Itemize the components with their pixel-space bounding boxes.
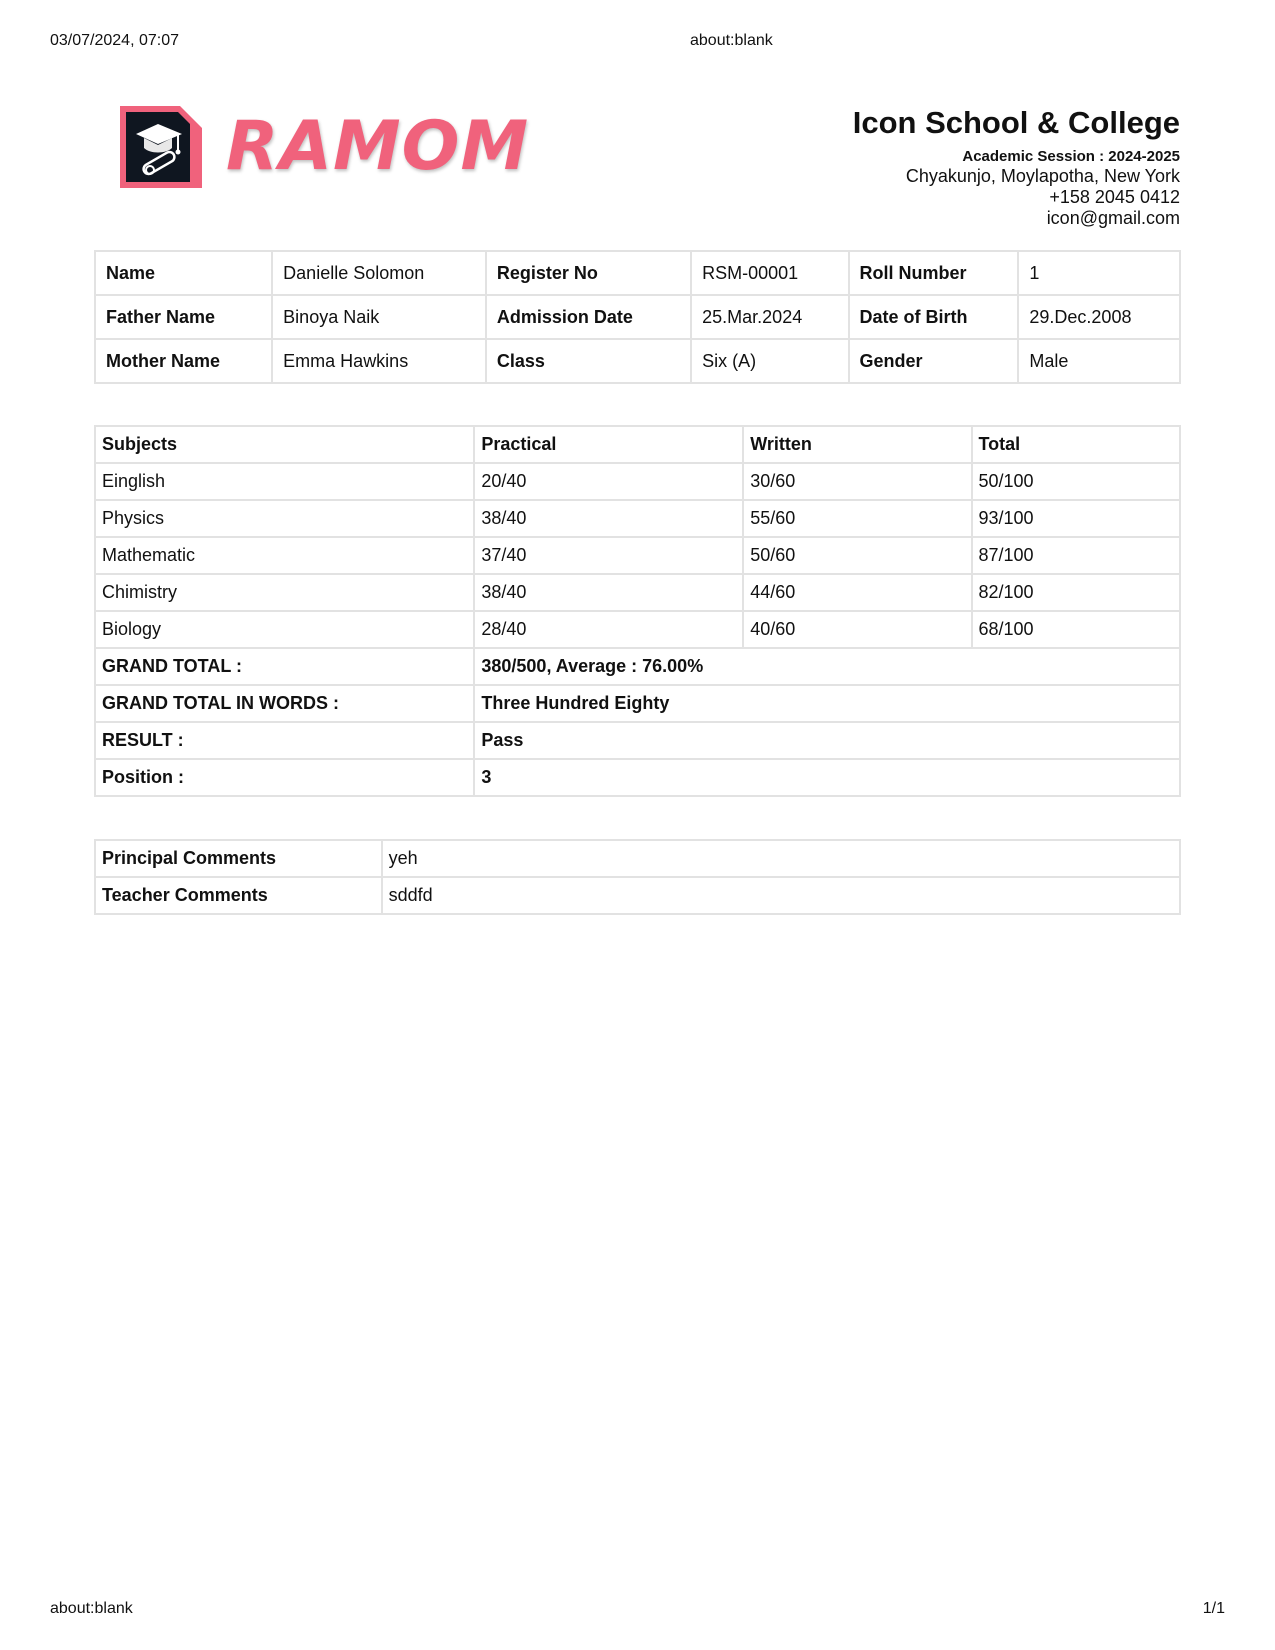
principal-comments-value: yeh (382, 840, 1180, 877)
academic-session: Academic Session : 2024-2025 (962, 148, 1180, 165)
summary-label: GRAND TOTAL IN WORDS : (95, 685, 474, 722)
roll-number: 1 (1018, 251, 1180, 295)
practical-cell: 28/40 (474, 611, 743, 648)
table-row (95, 574, 1180, 611)
practical-cell: 20/40 (474, 463, 743, 500)
mother-name: Emma Hawkins (272, 339, 486, 383)
register-no: RSM-00001 (691, 251, 848, 295)
page-number: 1/1 (1202, 1600, 1225, 1617)
grand-total-value: 380/500, Average : 76.00% (474, 648, 1180, 685)
subject-cell: Mathematic (95, 537, 474, 574)
written-cell: 44/60 (743, 574, 971, 611)
marks-table (94, 425, 1181, 797)
name-label: Name (95, 251, 272, 295)
school-logo (120, 106, 530, 188)
practical-cell: 38/40 (474, 500, 743, 537)
teacher-comments-label: Teacher Comments (95, 877, 382, 914)
print-footer-url: about:blank (50, 1600, 133, 1617)
written-cell: 50/60 (743, 537, 971, 574)
school-info (853, 104, 1180, 229)
date-of-birth: 29.Dec.2008 (1018, 295, 1180, 339)
roll-label: Roll Number (849, 251, 1019, 295)
subject-cell: Chimistry (95, 574, 474, 611)
logo-wordmark: RAMOM (226, 107, 530, 186)
result-row (95, 722, 1180, 759)
gender-label: Gender (849, 339, 1019, 383)
summary-label: Position : (95, 759, 474, 796)
class-value: Six (A) (691, 339, 848, 383)
comments-table (94, 839, 1181, 915)
gender-value: Male (1018, 339, 1180, 383)
student-name: Danielle Solomon (272, 251, 486, 295)
marks-header-row (95, 426, 1180, 463)
table-row (95, 339, 1180, 383)
print-header (50, 32, 1225, 52)
written-cell: 30/60 (743, 463, 971, 500)
print-datetime: 03/07/2024, 07:07 (50, 32, 180, 49)
print-footer (50, 1600, 1225, 1620)
class-label: Class (486, 339, 691, 383)
admission-label: Admission Date (486, 295, 691, 339)
table-row (95, 611, 1180, 648)
column-header: Total (972, 426, 1180, 463)
grand-total-words-row (95, 685, 1180, 722)
table-row (95, 251, 1180, 295)
position-value: 3 (474, 759, 1180, 796)
subject-cell: Physics (95, 500, 474, 537)
register-label: Register No (486, 251, 691, 295)
written-cell: 40/60 (743, 611, 971, 648)
subject-cell: Einglish (95, 463, 474, 500)
table-row (95, 840, 1180, 877)
table-row (95, 463, 1180, 500)
school-address: Chyakunjo, Moylapotha, New York (905, 166, 1180, 186)
column-header: Subjects (95, 426, 474, 463)
table-row (95, 295, 1180, 339)
table-row (95, 877, 1180, 914)
dob-label: Date of Birth (849, 295, 1019, 339)
principal-comments-label: Principal Comments (95, 840, 382, 877)
column-header: Practical (474, 426, 743, 463)
written-cell: 55/60 (743, 500, 971, 537)
summary-label: RESULT : (95, 722, 474, 759)
total-cell: 93/100 (972, 500, 1180, 537)
print-url: about:blank (690, 32, 773, 49)
practical-cell: 37/40 (474, 537, 743, 574)
grand-total-words-value: Three Hundred Eighty (474, 685, 1180, 722)
school-name: Icon School & College (852, 105, 1180, 140)
admission-date: 25.Mar.2024 (691, 295, 848, 339)
father-name: Binoya Naik (272, 295, 486, 339)
column-header: Written (743, 426, 971, 463)
graduation-cap-icon (120, 106, 202, 188)
school-email: icon@gmail.com (1046, 208, 1180, 228)
total-cell: 68/100 (972, 611, 1180, 648)
total-cell: 87/100 (972, 537, 1180, 574)
practical-cell: 38/40 (474, 574, 743, 611)
teacher-comments-value: sddfd (382, 877, 1180, 914)
father-label: Father Name (95, 295, 272, 339)
student-info-table (94, 250, 1181, 384)
position-row (95, 759, 1180, 796)
grand-total-row (95, 648, 1180, 685)
summary-label: GRAND TOTAL : (95, 648, 474, 685)
total-cell: 82/100 (972, 574, 1180, 611)
result-value: Pass (474, 722, 1180, 759)
mother-label: Mother Name (95, 339, 272, 383)
school-phone: +158 2045 0412 (1049, 187, 1180, 207)
subject-cell: Biology (95, 611, 474, 648)
table-row (95, 500, 1180, 537)
total-cell: 50/100 (972, 463, 1180, 500)
table-row (95, 537, 1180, 574)
